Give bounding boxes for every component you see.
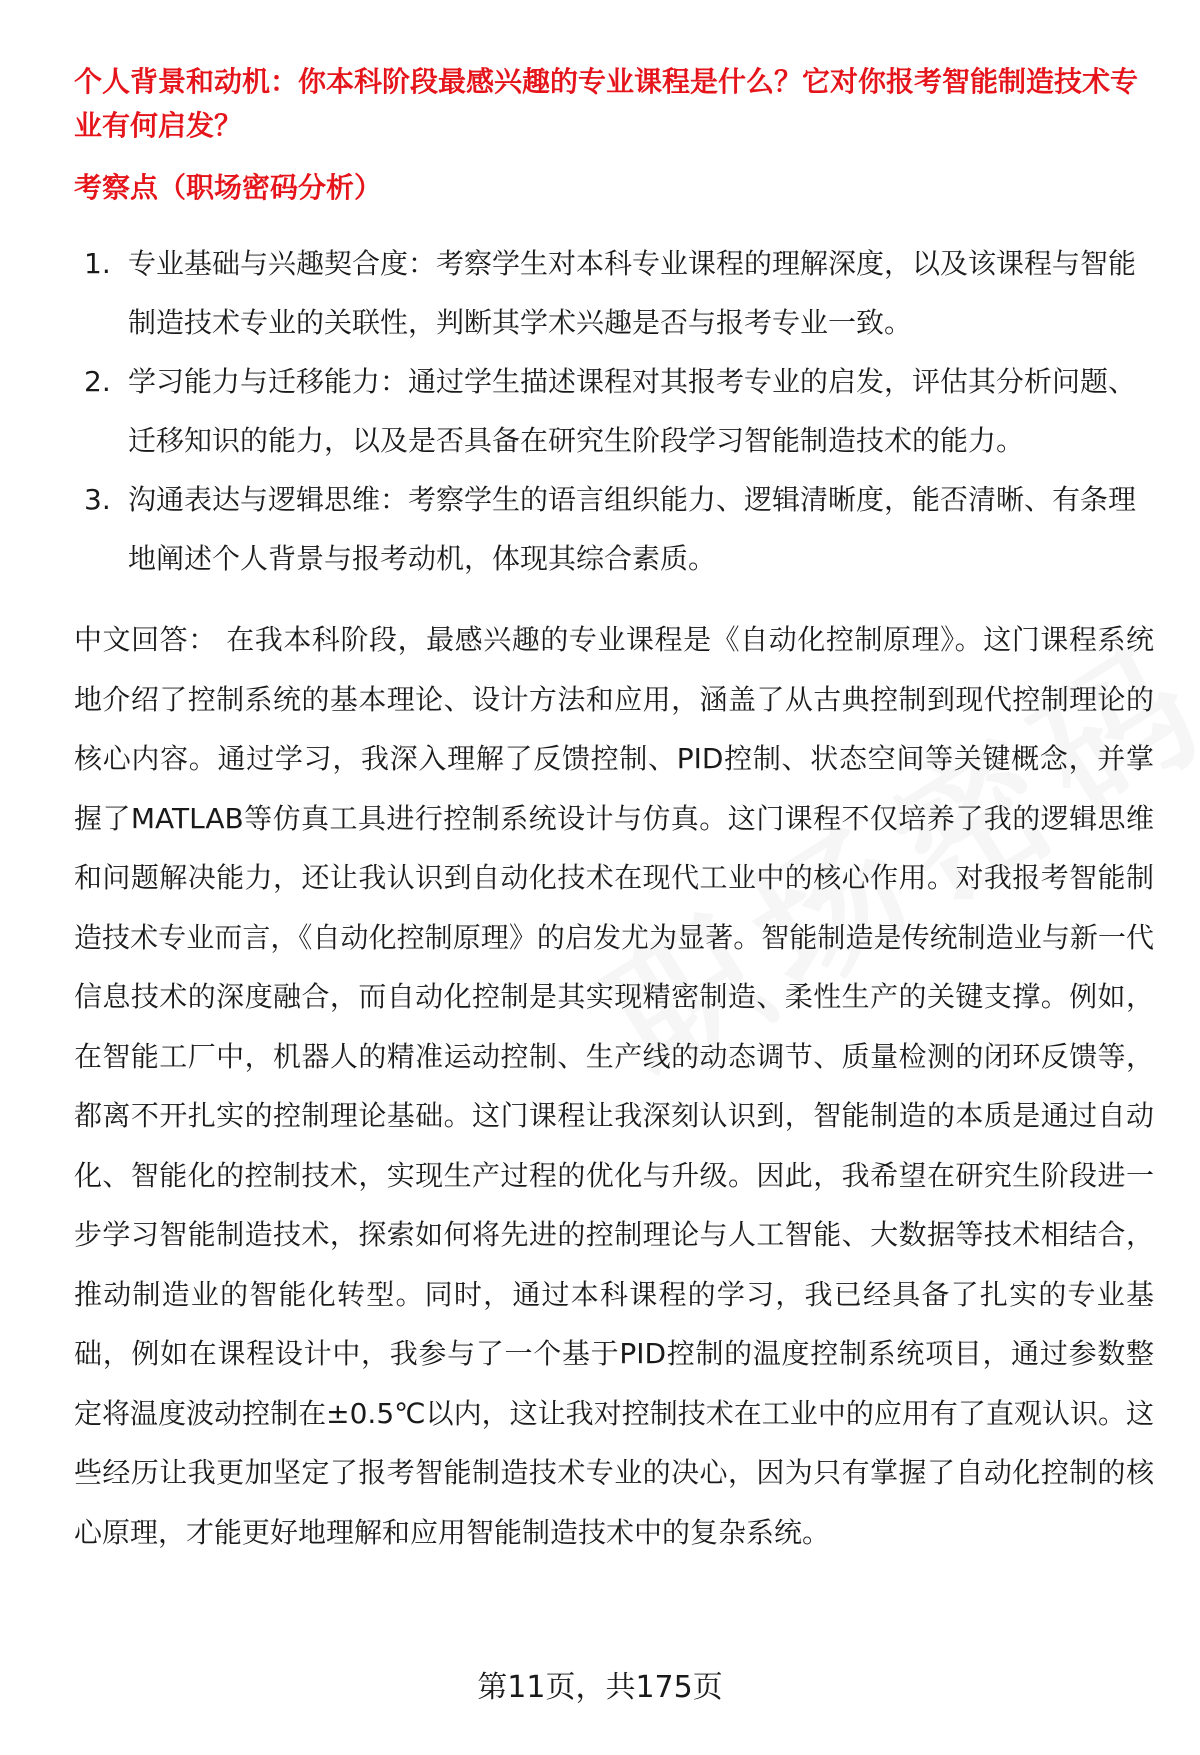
question-heading: 个人背景和动机：你本科阶段最感兴趣的专业课程是什么？它对你报考智能制造技术专业有何启发？ (74, 65, 1139, 142)
list-item (74, 352, 1154, 470)
list-item (74, 234, 1154, 352)
list-text: 专业基础与兴趣契合度：考察学生对本科专业课程的理解深度，以及该课程与智能制造技术专业的关联性，判断其学术兴趣是否与报考专业一致。 (128, 247, 1137, 339)
assessment-points-list (74, 234, 1154, 588)
content (74, 60, 1154, 1562)
list-text: 沟通表达与逻辑思维：考察学生的语言组织能力、逻辑清晰度，能否清晰、有条理地阐述个人背景与报考动机，体现其综合素质。 (128, 483, 1137, 575)
list-item (74, 470, 1154, 588)
list-text: 学习能力与迁移能力：通过学生描述课程对其报考专业的启发，评估其分析问题、迁移知识的能力，以及是否具备在研究生阶段学习智能制造技术的能力。 (128, 365, 1137, 457)
list-number: 1. (84, 247, 111, 280)
answer-paragraph: 中文回答： 在我本科阶段，最感兴趣的专业课程是《自动化控制原理》。这门课程系统地介绍了控制系统的基本理论、设计方法和应用，涵盖了从古典控制到现代控制理论的核心内容。通过学习，我深入理解了反馈控制、PID控制、状态空间等关键概念，并掌握了MATLAB等仿真工具进行控制系统设计与仿真。这门课程不仅培养了我的逻辑思维和问题解决能力，还让我认识到自动化技术在现代工业中的核心作用。对我报考智能制造技术专业而言，《自动化控制原理》的启发尤为显著。智能制造是传统制造业与新一代信息技术的深度融合，而自动化控制是其实现精密制造、柔性生产的关键支撑。例如，在智能工厂中，机器人的精准运动控制、生产线的动态调节、质量检测的闭环反馈等，都离不开扎实的控制理论基础。这门课程让我深刻认识到，智能制造的本质是通过自动化、智能化的控制技术，实现生产过程的优化与升级。因此，我希望在研究生阶段进一步学习智能制造技术，探索如何将先进的控制理论与人工智能、大数据等技术相结合，推动制造业的智能化转型。同时，通过本科课程的学习，我已经具备了扎实的专业基础，例如在课程设计中，我参与了一个基于PID控制的温度控制系统项目，通过参数整定将温度波动控制在±0.5℃以内，这让我对控制技术在工业中的应用有了直观认识。这些经历让我更加坚定了报考智能制造技术专业的决心，因为只有掌握了自动化控制的核心原理，才能更好地理解和应用智能制造技术中的复杂系统。 (74, 623, 1154, 1549)
list-number: 3. (84, 483, 111, 516)
list-number: 2. (84, 365, 111, 398)
page-footer: 第11页，共175页 (477, 1670, 723, 1705)
section-title: 考察点（职场密码分析） (74, 171, 383, 204)
